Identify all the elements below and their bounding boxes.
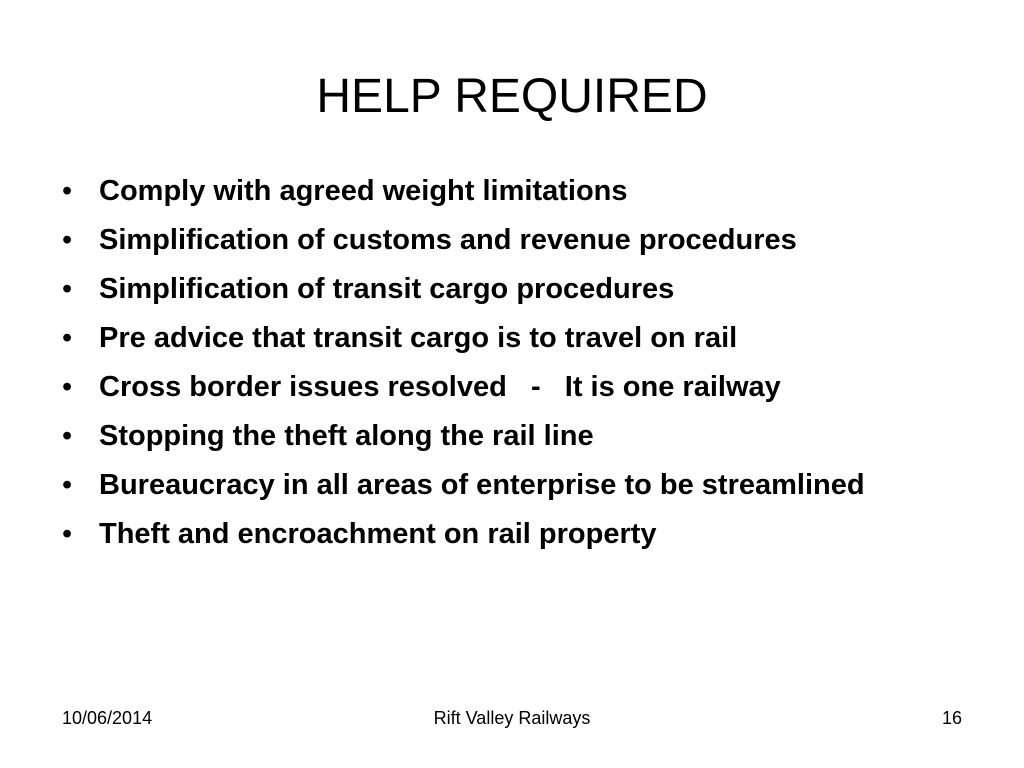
bullet-text: Simplification of customs and revenue procedures <box>99 224 797 256</box>
bullet-item <box>62 417 962 456</box>
bullet-text: Theft and encroachment on rail property <box>99 518 657 550</box>
bullet-item <box>62 172 962 211</box>
bullet-list <box>62 172 962 564</box>
slide-title: HELP REQUIRED <box>316 70 708 123</box>
bullet-item <box>62 515 962 554</box>
bullet-icon: • <box>62 420 73 452</box>
bullet-text: Stopping the theft along the rail line <box>99 420 594 452</box>
footer-date: 10/06/2014 <box>62 708 153 728</box>
bullet-text: Pre advice that transit cargo is to travel on rail <box>99 322 738 354</box>
page-number: 16 <box>941 708 962 728</box>
bullet-text: Cross border issues resolved - It is one railway <box>99 371 781 403</box>
bullet-item <box>62 270 962 309</box>
bullet-icon: • <box>62 371 73 403</box>
bullet-text: Simplification of transit cargo procedures <box>99 273 675 305</box>
bullet-icon: • <box>62 322 73 354</box>
bullet-icon: • <box>62 175 73 207</box>
bullet-item <box>62 221 962 260</box>
bullet-icon: • <box>62 518 73 550</box>
bullet-item <box>62 368 962 407</box>
bullet-text: Bureaucracy in all areas of enterprise to be streamlined <box>99 469 865 501</box>
bullet-icon: • <box>62 224 73 256</box>
bullet-icon: • <box>62 273 73 305</box>
bullet-item <box>62 466 962 505</box>
bullet-item <box>62 319 962 358</box>
bullet-icon: • <box>62 469 73 501</box>
bullet-text: Comply with agreed weight limitations <box>99 175 628 207</box>
footer-company: Rift Valley Railways <box>433 708 591 728</box>
